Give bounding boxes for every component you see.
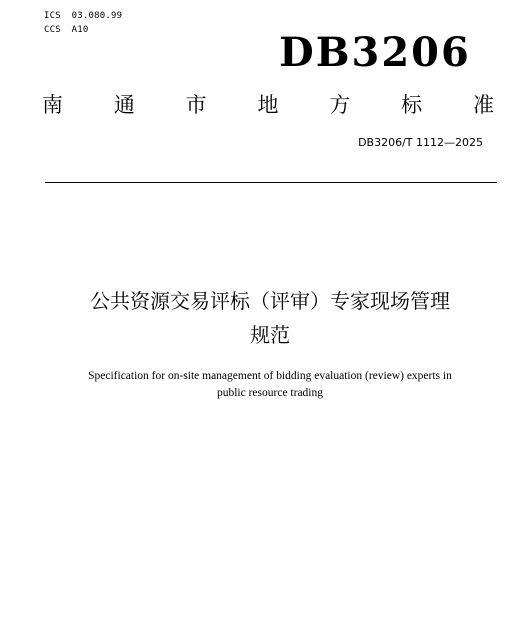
chinese-title-line-1: 公共资源交易评标（评审）专家现场管理 xyxy=(90,289,450,313)
heading-char: 标 xyxy=(401,93,423,117)
chinese-title xyxy=(30,284,510,352)
chinese-title-line-2: 规范 xyxy=(250,323,290,347)
ccs-code: A10 xyxy=(71,25,89,35)
heading-char: 市 xyxy=(185,93,207,117)
header-divider xyxy=(45,182,497,183)
english-title xyxy=(40,368,500,402)
ics-label: ICS xyxy=(44,11,61,21)
english-title-line-2: public resource trading xyxy=(216,387,323,399)
heading-char: 南 xyxy=(42,93,63,117)
heading-char: 准 xyxy=(472,93,494,117)
standard-logo: DB3206 xyxy=(279,29,471,76)
heading-char: 通 xyxy=(113,93,135,117)
ccs-label: CCS xyxy=(44,25,61,35)
heading-char: 方 xyxy=(329,93,351,117)
english-title-line-1: Specification for on-site management of bidding evaluation (review) experts in xyxy=(88,370,452,382)
standard-type-heading xyxy=(42,92,494,118)
ics-code: 03.080.99 xyxy=(71,11,123,21)
ccs-classification xyxy=(44,25,88,36)
heading-char: 地 xyxy=(257,93,279,117)
ics-classification xyxy=(44,11,122,22)
document-number: DB3206/T 1112—2025 xyxy=(358,136,483,149)
